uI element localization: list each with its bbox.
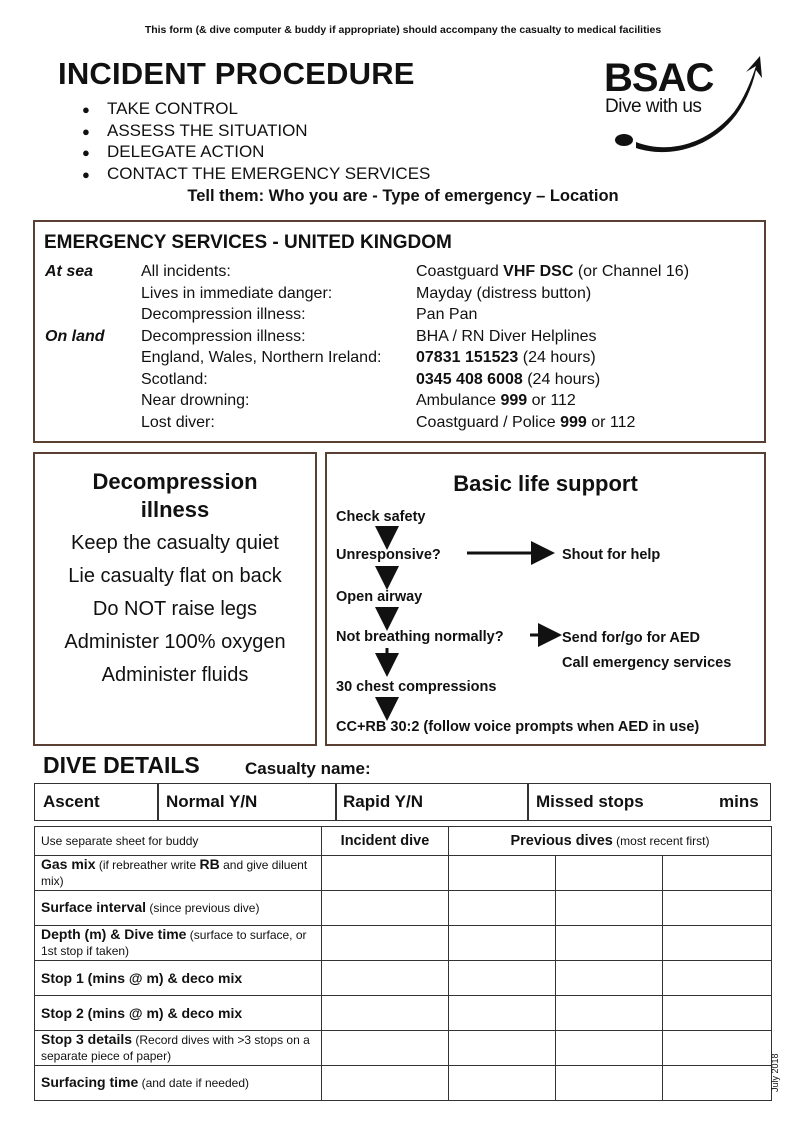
row-contact: [416, 347, 596, 369]
basic-life-support-box: [325, 452, 766, 746]
row-desc: Lost diver:: [141, 413, 215, 431]
step-item: ● DELEGATE ACTION: [82, 141, 430, 163]
previous-cell[interactable]: [556, 961, 663, 996]
row-label: Stop 1 (mins @ m) & deco mix: [35, 961, 322, 996]
incident-dive-header: Incident dive: [322, 827, 449, 856]
incident-cell[interactable]: [322, 856, 449, 891]
bsac-logo: [596, 50, 768, 162]
divider: [157, 784, 159, 820]
logo-swoosh-icon: [596, 50, 768, 162]
incident-cell[interactable]: [322, 1066, 449, 1101]
contact-text: BHA / RN Diver Helplines: [416, 327, 597, 345]
dive-details-title: DIVE DETAILS: [43, 752, 200, 778]
contact-text: Coastguard: [416, 263, 504, 280]
dci-instruction: Keep the casualty quiet: [71, 532, 279, 554]
casualty-name-label: Casualty name:: [245, 759, 371, 778]
row-label: Stop 2 (mins @ m) & deco mix: [35, 996, 322, 1031]
contact-bold: 999: [500, 392, 528, 409]
dci-instruction: Do NOT raise legs: [92, 598, 258, 620]
tell-them-line: Tell them: Who you are - Type of emergency – Location: [187, 187, 619, 205]
contact-text: Pan Pan: [416, 306, 478, 323]
divider: [527, 784, 529, 820]
bls-call-services: Call emergency services: [562, 655, 732, 671]
previous-dives-note: (most recent first): [612, 833, 710, 848]
previous-cell[interactable]: [663, 926, 772, 961]
table-row: [35, 891, 772, 926]
table-row: [35, 856, 772, 891]
incident-cell[interactable]: [322, 926, 449, 961]
row-desc: Decompression illness:: [141, 327, 306, 345]
row-desc: Scotland:: [141, 370, 208, 388]
contact-text: Ambulance: [416, 392, 501, 409]
row-contact: [416, 304, 477, 326]
contact-bold: 999: [560, 413, 587, 431]
ascent-mins: mins: [719, 792, 759, 811]
bls-compressions: 30 chest compressions: [336, 679, 497, 695]
contact-text: Coastguard / Police: [416, 413, 561, 431]
previous-cell[interactable]: [663, 891, 772, 926]
emergency-title: EMERGENCY SERVICES - UNITED KINGDOM: [44, 232, 452, 253]
previous-cell[interactable]: [663, 1066, 772, 1101]
ascent-row: [34, 783, 771, 821]
dci-title-line: Decompression: [92, 469, 258, 494]
row-label: Stop 3 details (Record dives with >3 stops on a separate piece of paper): [35, 1031, 322, 1066]
bls-shout-for-help: Shout for help: [562, 547, 661, 563]
dive-details-table: [34, 826, 772, 1101]
previous-cell[interactable]: [663, 961, 772, 996]
row-contact: [416, 283, 591, 305]
step-item: ● TAKE CONTROL: [82, 98, 430, 120]
dci-title-line: illness: [140, 497, 210, 522]
bls-unresponsive: Unresponsive?: [336, 547, 441, 563]
dci-instruction: Administer fluids: [101, 664, 249, 686]
contact-bold: 07831 151523: [416, 349, 519, 366]
emergency-services-box: [33, 220, 766, 443]
row-place: On land: [45, 327, 105, 345]
incident-cell[interactable]: [322, 891, 449, 926]
row-desc: Lives in immediate danger:: [141, 284, 333, 302]
previous-cell[interactable]: [449, 1066, 556, 1101]
contact-bold: 0345 408 6008: [416, 370, 523, 388]
previous-cell[interactable]: [556, 1066, 663, 1101]
contact-text: or 112: [527, 392, 576, 409]
incident-cell[interactable]: [322, 996, 449, 1031]
row-contact: [416, 261, 689, 283]
ascent-rapid: Rapid Y/N: [343, 792, 423, 811]
bls-not-breathing: Not breathing normally?: [336, 629, 504, 645]
previous-cell[interactable]: [449, 996, 556, 1031]
decompression-illness-box: [33, 452, 317, 746]
previous-cell[interactable]: [556, 891, 663, 926]
previous-cell[interactable]: [449, 961, 556, 996]
buddy-note: Use separate sheet for buddy: [35, 827, 322, 856]
row-contact: [416, 369, 600, 391]
bls-check-safety: Check safety: [336, 509, 426, 525]
previous-cell[interactable]: [449, 1031, 556, 1066]
previous-cell[interactable]: [449, 856, 556, 891]
previous-dives-label: Previous dives: [510, 832, 613, 849]
ascent-normal: Normal Y/N: [166, 792, 258, 811]
dci-title: [35, 468, 315, 524]
contact-text: (24 hours): [522, 370, 601, 388]
row-label: Depth (m) & Dive time (surface to surface, or 1st stop if taken): [35, 926, 322, 961]
bls-send-aed: Send for/go for AED: [562, 630, 701, 646]
row-desc: Decompression illness:: [141, 306, 306, 323]
row-place: At sea: [45, 263, 94, 280]
row-label: Gas mix (if rebreather write RB and give diluent mix): [35, 856, 322, 891]
bls-title: Basic life support: [453, 471, 638, 496]
ascent-label: Ascent: [43, 792, 100, 811]
table-row: [35, 961, 772, 996]
contact-text: (24 hours): [518, 349, 596, 366]
previous-cell[interactable]: [663, 1031, 772, 1066]
table-row: [35, 1031, 772, 1066]
previous-cell[interactable]: [556, 926, 663, 961]
table-row: [35, 926, 772, 961]
row-label: Surfacing time (and date if needed): [35, 1066, 322, 1101]
step-item: ● ASSESS THE SITUATION: [82, 120, 430, 142]
version-date: July 2018: [770, 1053, 780, 1092]
dci-instruction: Administer 100% oxygen: [64, 631, 286, 653]
previous-dives-header: [449, 827, 772, 856]
logo-tagline: Dive with us: [605, 96, 702, 117]
row-desc: Near drowning:: [141, 392, 250, 409]
logo-name: BSAC: [604, 56, 714, 100]
dci-instruction: Lie casualty flat on back: [68, 565, 282, 587]
row-contact: [416, 326, 597, 348]
contact-bold: VHF DSC: [503, 263, 574, 280]
ascent-missed-stops: Missed stops: [536, 792, 644, 811]
row-contact: [416, 412, 635, 434]
contact-text: (or Channel 16): [573, 263, 690, 280]
table-row: [35, 1066, 772, 1101]
incident-cell[interactable]: [322, 1031, 449, 1066]
contact-text: or 112: [586, 413, 636, 431]
procedure-steps: [82, 98, 430, 184]
previous-cell[interactable]: [449, 891, 556, 926]
table-header-row: [35, 827, 772, 856]
row-label: Surface interval (since previous dive): [35, 891, 322, 926]
incident-cell[interactable]: [322, 961, 449, 996]
bls-cc-rb: CC+RB 30:2 (follow voice prompts when AED in use): [336, 719, 700, 735]
page-title: INCIDENT PROCEDURE: [58, 56, 415, 91]
previous-cell[interactable]: [556, 996, 663, 1031]
step-item: ● CONTACT THE EMERGENCY SERVICES: [82, 163, 430, 185]
previous-cell[interactable]: [556, 856, 663, 891]
contact-text: Mayday (distress button): [416, 284, 592, 302]
bls-open-airway: Open airway: [336, 589, 423, 605]
previous-cell[interactable]: [663, 856, 772, 891]
accompany-note: This form (& dive computer & buddy if appropriate) should accompany the casualty to medical facilities: [144, 24, 662, 36]
row-contact: [416, 390, 576, 412]
table-row: [35, 996, 772, 1031]
previous-cell[interactable]: [449, 926, 556, 961]
divider: [335, 784, 337, 820]
row-desc: England, Wales, Northern Ireland:: [141, 349, 382, 366]
previous-cell[interactable]: [663, 996, 772, 1031]
previous-cell[interactable]: [556, 1031, 663, 1066]
row-desc: All incidents:: [141, 263, 231, 280]
